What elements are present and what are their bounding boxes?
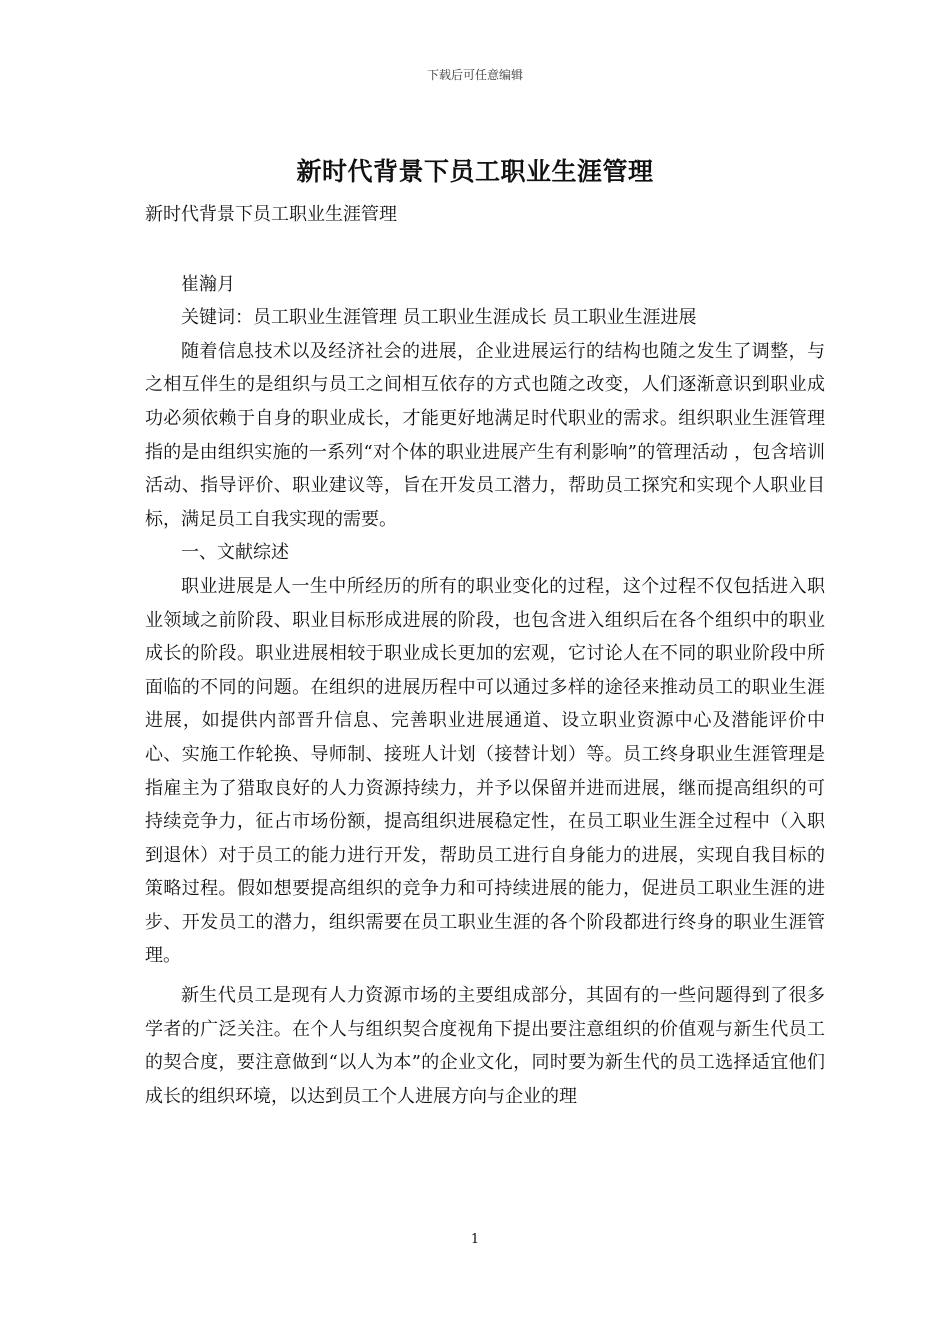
document-title: 新时代背景下员工职业生涯管理 <box>296 157 654 186</box>
paragraph-career-development: 职业进展是人一生中所经历的所有的职业变化的过程，这个过程不仅包括进入职业领域之前阶段、职业目标形成进展的阶段，也包含进入组织后在各个组织中的职业成长的阶段。职业进展相较于职业成长更加的宏观，它讨论人在不同的职业阶段中所面临的不同的问题。在组织的进展历程中可以通过多样的途径来推动员工的职业生涯进展，如提供内部晋升信息、完善职业进展通道、设立职业资源中心及潜能评价中心、实施工作轮换、导师制、接班人计划（接替计划）等。员工终身职业生涯管理是指雇主为了猎取良好的人力资源持续力，并予以保留并进而进展，继而提高组织的可持续竞争力，征占市场份额，提高组织进展稳定性，在员工职业生涯全过程中（入职到退休）对于员工的能力进行开发，帮助员工进行自身能力的进展，实现自我目标的策略过程。假如想要提高组织的竞争力和可持续进展的能力，促进员工职业生涯的进步、开发员工的潜力，组织需要在员工职业生涯的各个阶段都进行终身的职业生涯管理。 <box>145 575 825 967</box>
document-body <box>145 198 825 1113</box>
document-subtitle: 新时代背景下员工职业生涯管理 <box>145 204 397 225</box>
paragraph-new-generation: 新生代员工是现有人力资源市场的主要组成部分，其固有的一些问题得到了很多学者的广泛关注。在个人与组织契合度视角下提出要注意组织的价值观与新生代员工的契合度，要注意做到“以人为本”的企业文化，同时要为新生代的员工选择适宜他们成长的组织环境，以达到员工个人进展方向与企业的理 <box>145 985 825 1107</box>
keywords-line: 关键词：员工职业生涯管理 员工职业生涯成长 员工职业生涯进展 <box>181 307 697 329</box>
paragraph-intro: 随着信息技术以及经济社会的进展，企业进展运行的结构也随之发生了调整，与之相互伴生的是组织与员工之间相互依存的方式也随之改变，人们逐渐意识到职业成功必须依赖于自身的职业成长，才能更好地满足时代职业的需求。组织职业生涯管理指的是由组织实施的一系列“对个体的职业进展产生有利影响”的管理活动 ，包含培训活动、指导评价、职业建议等，旨在开发员工潜力，帮助员工探究和实现个人职业目标，满足员工自我实现的需要。 <box>145 340 825 530</box>
author-line: 崔瀚月 <box>181 273 235 295</box>
section-heading-literature-review: 一、文献综述 <box>181 542 289 564</box>
header-note: 下载后可任意编辑 <box>426 68 523 82</box>
page-number: 1 <box>470 1232 480 1247</box>
blank-line <box>145 232 825 268</box>
